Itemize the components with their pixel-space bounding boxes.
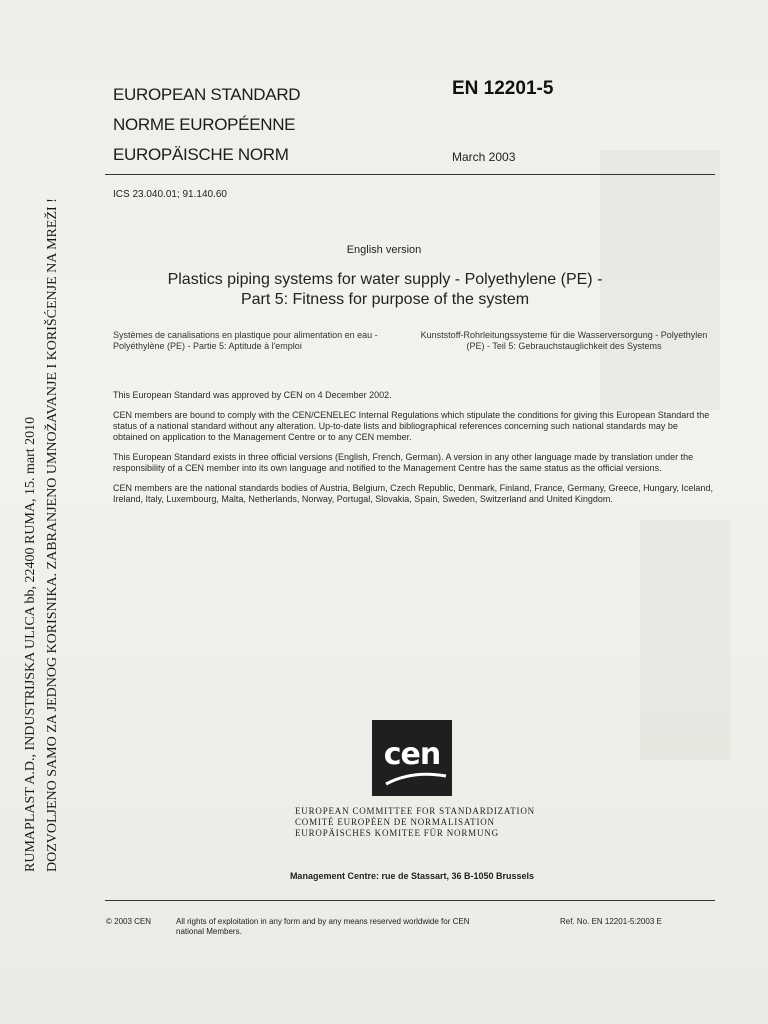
header-rule — [105, 174, 715, 175]
cen-logo-mark — [372, 720, 452, 796]
committee-name-en: EUROPEAN COMMITTEE FOR STANDARDIZATION — [295, 806, 535, 816]
standard-name-en: EUROPEAN STANDARD — [113, 85, 301, 104]
paragraph-versions: This European Standard exists in three official versions (English, French, German). A version in any other language made by translation under the responsibility of a CEN member into its own language and notified to the Management Centre has the same status as the official versions. — [113, 452, 694, 473]
committee-names — [295, 806, 535, 839]
standard-date: March 2003 — [452, 150, 516, 164]
rights-statement: All rights of exploitation in any form and by any means reserved worldwide for CEN national Members. — [176, 917, 470, 936]
stamp-line-2: DOZVOLJENO SAMO ZA JEDNOG KORISNIKA. ZABRANJENO UMNOŽAVANJE I KORIŠĆENJE NA MREŽI ! — [45, 198, 60, 872]
license-stamp — [20, 198, 64, 872]
standard-names — [113, 80, 300, 170]
paragraph-regulations: CEN members are bound to comply with the CEN/CENELEC Internal Regulations which stipulate the conditions for giving this European Standard the status of a national standard without any alteration. Up-to-date lists and bibliographical references concerning such national standards may be obtained on application to the Management Centre or to any CEN member. — [113, 410, 710, 442]
title-german: Kunststoff-Rohrleitungssysteme für die Wasserversorgung - Polyethylen (PE) - Teil 5: Gebrauchstauglichkeit des Systems — [420, 330, 708, 351]
standard-number: EN 12201-5 — [452, 78, 554, 99]
reference-number: Ref. No. EN 12201-5:2003 E — [560, 917, 662, 926]
committee-name-fr: COMITÉ EUROPÉEN DE NORMALISATION — [295, 817, 495, 827]
stamp-line-1: RUMAPLAST A.D., INDUSTRIJSKA ULICA bb, 22400 RUMA, 15. mart 2010 — [23, 416, 38, 872]
footer-rule — [105, 900, 715, 901]
management-centre: Management Centre: rue de Stassart, 36 B-1050 Brussels — [289, 871, 535, 881]
title-line-1: Plastics piping systems for water supply - Polyethylene (PE) - — [167, 271, 603, 288]
standard-name-fr: NORME EUROPÉENNE — [113, 115, 296, 134]
standard-name-de: EUROPÄISCHE NORM — [113, 145, 289, 164]
show-through-shade-lower — [640, 520, 730, 760]
committee-name-de: EUROPÄISCHES KOMITEE FÜR NORMUNG — [295, 828, 499, 838]
copyright: © 2003 CEN — [106, 917, 152, 926]
cen-logo-text: cen — [383, 737, 441, 772]
ics-codes: ICS 23.040.01; 91.140.60 — [113, 189, 227, 200]
paragraph-members: CEN members are the national standards bodies of Austria, Belgium, Czech Republic, Denmark, Finland, France, Germany, Greece, Hungary, Iceland, Ireland, Italy, Luxembourg, Malta, Netherlands, Norway, Portugal, Slovakia, Spain, Sweden, Switzerland and United Kingdom. — [113, 483, 713, 504]
version-label: English version — [346, 244, 422, 256]
cen-logo — [372, 720, 452, 796]
paragraph-approval: This European Standard was approved by CEN on 4 December 2002. — [113, 390, 392, 400]
title-line-2: Part 5: Fitness for purpose of the system — [240, 291, 530, 308]
approval-text — [113, 390, 713, 514]
title-french: Systèmes de canalisations en plastique pour alimentation en eau - Polyéthylène (PE) - Partie 5: Aptitude à l'emploi — [113, 330, 378, 351]
document-title — [100, 270, 670, 310]
